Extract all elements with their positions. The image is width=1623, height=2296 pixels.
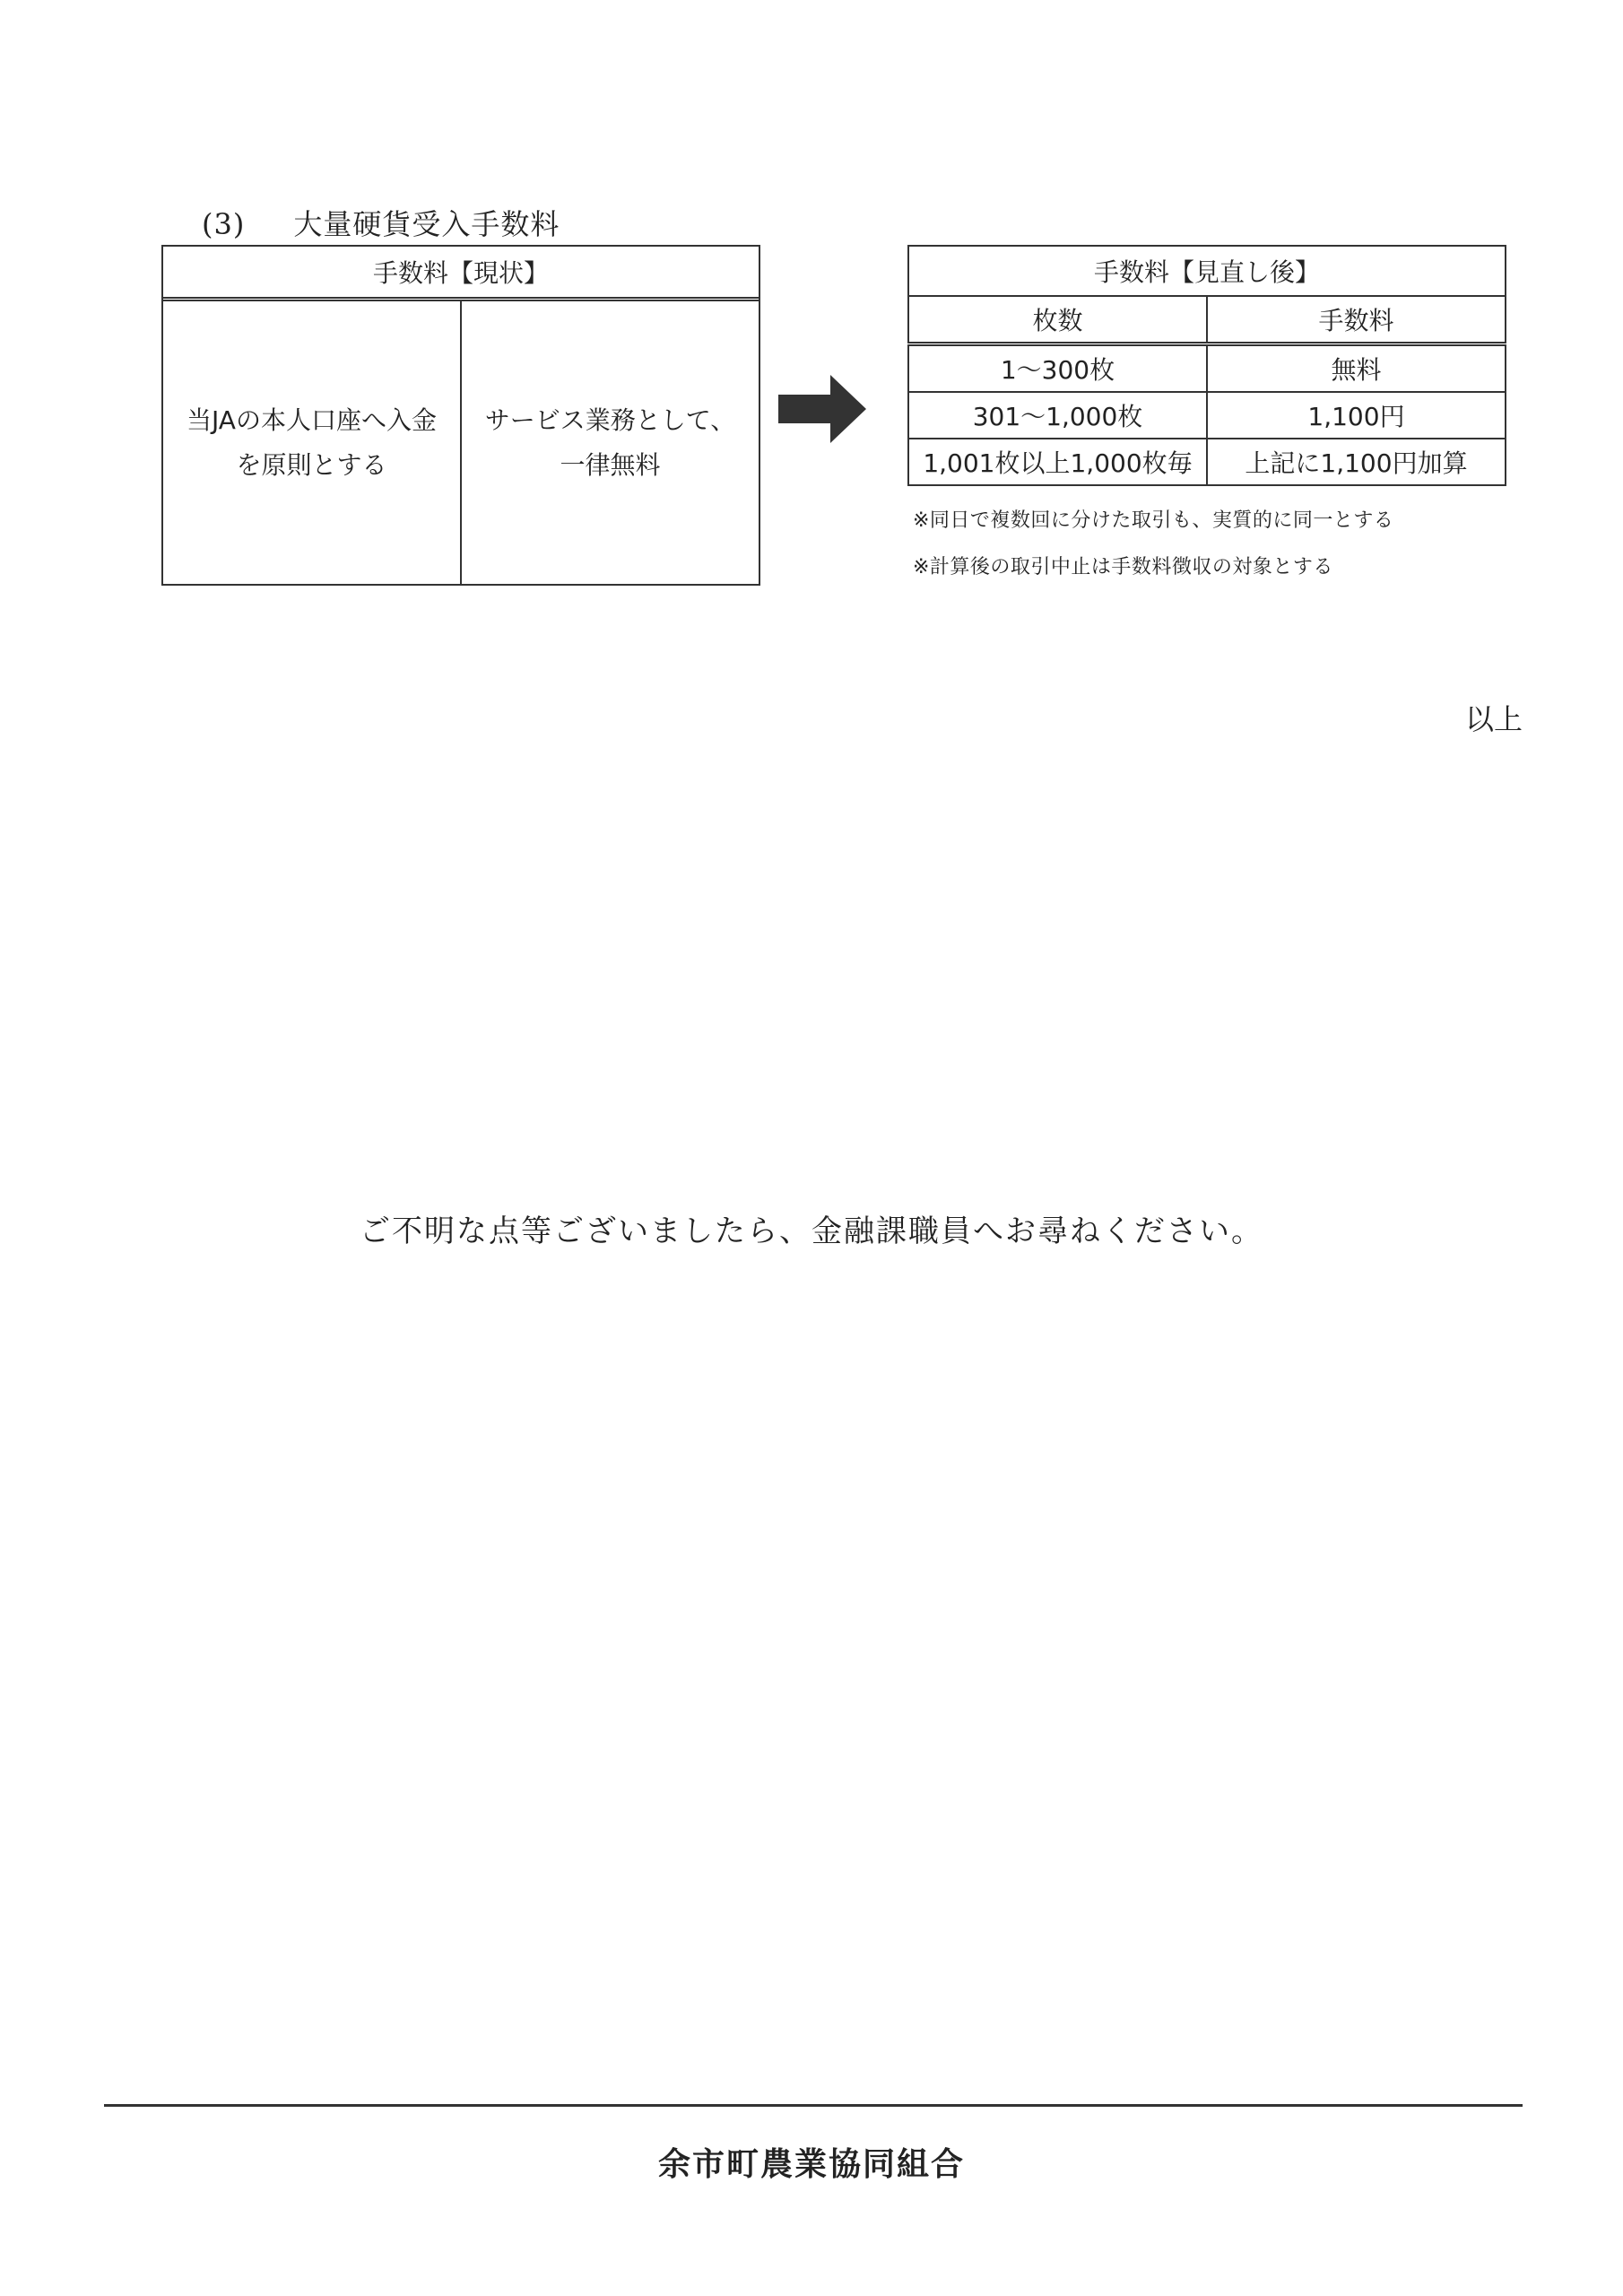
inquiry-text: ご不明な点等ございましたら、金融課職員へお尋ねください。: [360, 1213, 1263, 1249]
table-row: [908, 344, 1506, 393]
current-fee-table: [161, 245, 760, 586]
revised-fee-table: [907, 245, 1506, 486]
section-title: 大量硬貨受入手数料: [293, 207, 560, 241]
fee-cell: 1,100円: [1207, 392, 1506, 439]
section-number: (3): [202, 207, 246, 241]
current-fee-amount-line2: 一律無料: [560, 449, 661, 480]
section-heading: [202, 202, 560, 243]
organization-name: 余市町農業協同組合: [657, 2145, 965, 2183]
current-fee-rule-line2: を原則とする: [236, 449, 387, 480]
current-fee-rule-line1: 当JAの本人口座へ入金: [187, 404, 437, 435]
coin-count-cell: 1,001枚以上1,000枚毎: [908, 439, 1207, 485]
column-header-count: 枚数: [908, 296, 1207, 344]
note-cancellation: ※計算後の取引中止は手数料徴収の対象とする: [913, 556, 1333, 578]
fee-cell: 上記に1,100円加算: [1207, 439, 1506, 485]
fee-cell: 無料: [1207, 344, 1506, 393]
footer-divider: [104, 2104, 1523, 2107]
note-same-day: ※同日で複数回に分けた取引も、実質的に同一とする: [913, 509, 1394, 532]
column-header-fee: 手数料: [1207, 296, 1506, 344]
current-fee-header: 手数料【現状】: [163, 247, 759, 301]
current-fee-rule-cell: [163, 301, 460, 584]
coin-count-cell: 301～1,000枚: [908, 392, 1207, 439]
current-fee-amount-line1: サービス業務として、: [484, 404, 736, 435]
right-arrow-icon: [778, 375, 866, 443]
coin-count-cell: 1～300枚: [908, 344, 1207, 393]
revised-fee-title-row: [908, 246, 1506, 296]
current-fee-amount-cell: [460, 301, 759, 584]
revised-fee-header: 手数料【見直し後】: [908, 246, 1506, 296]
current-fee-body: [163, 301, 759, 584]
table-row: [908, 392, 1506, 439]
closing-mark: 以上: [1464, 702, 1523, 736]
revised-fee-column-headers: [908, 296, 1506, 344]
table-row: [908, 439, 1506, 485]
